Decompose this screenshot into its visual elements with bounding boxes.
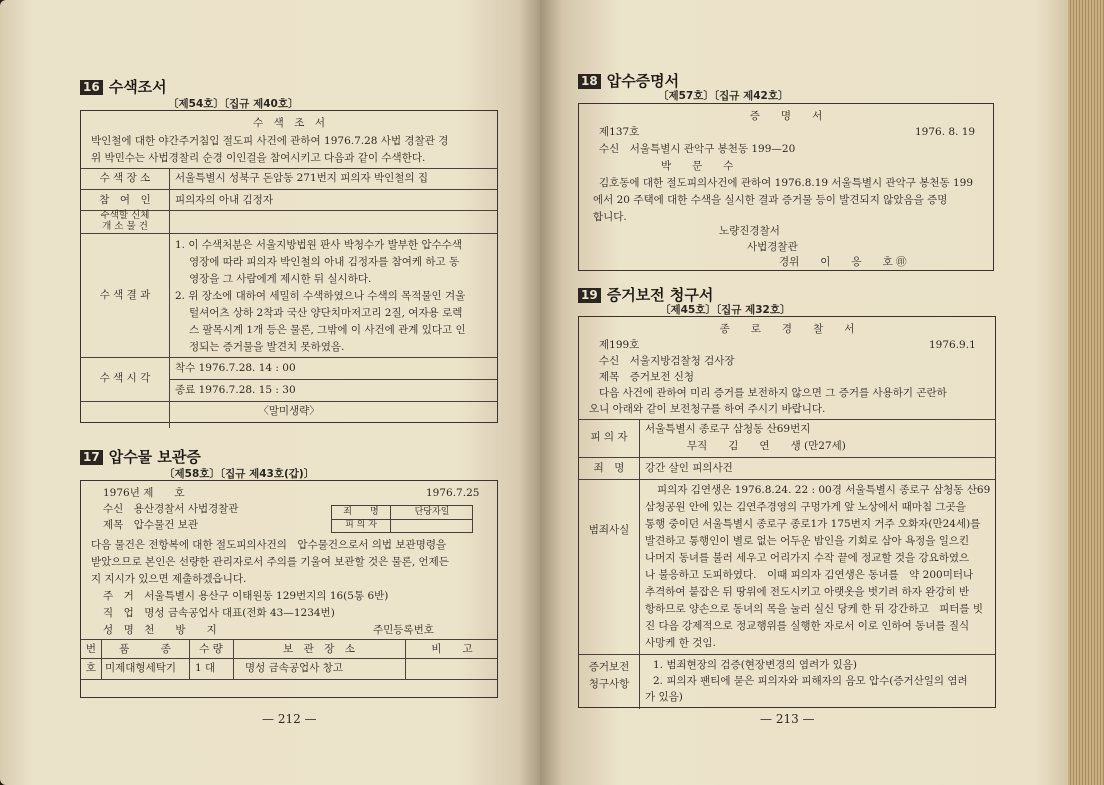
document-number: 1976년 제 호: [103, 487, 185, 499]
document-title: 증 명 서: [749, 110, 823, 122]
body-line: 받았으므로 본인은 선량한 관리자로서 주의를 기울여 보관할 것은 물론, 언제든: [91, 556, 449, 568]
field-label: 피 의 자: [590, 431, 628, 443]
form-reference: 〔제45호〕〔집규 제32호〕: [660, 304, 791, 316]
divider: [81, 233, 497, 234]
divider: [81, 658, 497, 659]
intro-line: 위 박민수는 사법경찰리 순경 이인걸을 참여시키고 다음과 같이 수색한다.: [91, 152, 426, 164]
body-line: 에서 20 주택에 대한 수색을 실시한 결과 증거물 등이 발견되지 않았음을 증명: [593, 194, 948, 206]
right-page: [540, 0, 1104, 785]
divider: [81, 401, 497, 402]
field-label: 범죄사실: [588, 524, 630, 536]
table-cell: 미제대형세탁기: [105, 662, 177, 674]
field-label: 증거보전: [588, 661, 630, 673]
section-number-badge: 16: [80, 80, 103, 95]
evidence-preservation-form: [578, 316, 996, 708]
left-page: [0, 0, 540, 785]
form-reference: 〔제54호〕〔집규 제40호〕: [168, 98, 299, 110]
document-date: 1976.9.1: [929, 339, 976, 351]
field-label: 수색할 신체: [100, 210, 150, 221]
result-line: 털셔어츠 상하 2착과 국산 양단치마저고리 2질, 여자용 로렉: [189, 307, 463, 319]
time-start: 착수 1976.7.28. 14 : 00: [175, 362, 296, 374]
body-line: 다음 물건은 전항복에 대한 절도피의사건의 압수물건으로서 의법 보관명령을: [91, 539, 447, 551]
suspect-address: 서울특별시 종로구 삼청동 산69번지: [645, 423, 811, 435]
body-line: 김호동에 대한 절도피의사건에 관하여 1976.8.19 서울특별시 관악구 봉천동 199: [599, 177, 974, 189]
document-number: 제137호: [599, 126, 640, 138]
facts-line: 삼청공원 안에 있는 김연주경영의 구멍가게 앞 노상에서 때마침 그곳을: [645, 501, 966, 513]
facts-line: 진 다음 강제적으로 정교행위를 실행한 자로서 이로 인하여 동녀를 질식: [645, 620, 970, 632]
result-line: 스 팔목시계 1개 등은 물론, 그밖에 이 사건에 관계 있다고 인: [189, 324, 466, 336]
divider: [639, 419, 640, 709]
divider: [405, 639, 406, 679]
document-date: 1976. 8. 19: [915, 126, 976, 138]
facts-line: 발견하고 통행인이 별로 없는 어두운 밤인을 기회로 삼아 욕정을 일으킨: [645, 535, 970, 547]
facts-line: 피의자 김연생은 1976.8.24. 22 : 00경 서울특별시 종로구 삼청동 산69: [657, 484, 991, 496]
evidence-item: 1. 범죄현장의 검증(현장변경의 염려가 있음): [653, 659, 857, 671]
table-cell: 호: [85, 662, 97, 674]
certificate-form: [578, 103, 994, 271]
table-cell: 1 대: [195, 662, 216, 674]
column-header: 번: [85, 643, 97, 655]
time-end: 종료 1976.7.28. 15 : 30: [175, 384, 296, 396]
field-value: 서울특별시 성북구 돈암동 271번지 피의자 박인철의 집: [175, 172, 429, 184]
crime-name: 강간 살인 피의사건: [645, 462, 733, 474]
facts-line: 항하므로 양손으로 동녀의 목을 눌러 실신 당케 한 뒤 강간하고 피터를 빗: [645, 603, 984, 615]
result-line: 1. 이 수색처분은 서울지방법원 판사 박청수가 발부한 압수수색: [175, 239, 462, 251]
suspect-info: 무직 김 연 생 (만27세): [687, 440, 846, 452]
field-label: 개 소 물 건: [102, 221, 148, 232]
divider: [579, 457, 995, 458]
section-16-title: 16 수색조서: [80, 76, 167, 97]
body-line: 지 지시가 있으면 제출하겠읍니다.: [91, 573, 247, 585]
field-label: 수 색 결 과: [99, 289, 151, 301]
document-title: 종 로 경 찰 서: [719, 323, 855, 335]
field-label: 수 색 시 각: [99, 372, 151, 384]
field-label: 참 여 인: [99, 194, 151, 206]
section-number-badge: 19: [578, 288, 601, 303]
column-header: 보 관 장 소: [282, 643, 356, 655]
result-line: 영장에 따라 피의자 박인철의 아내 김정자를 참여케 하고 동: [189, 256, 460, 268]
omitted-note: 〈말미생략〉: [258, 405, 320, 417]
document-number: 제199호: [599, 339, 640, 351]
facts-line: 나 불응하고 도피하였다. 이때 피의자 김연생은 동녀를 약 200미터나: [645, 569, 974, 581]
address: 주 거 서울특별시 용산구 이태원동 129번지의 16(5통 6반): [103, 590, 389, 602]
search-report-form: [80, 110, 498, 423]
divider: [169, 379, 497, 380]
form-reference: 〔제57호〕〔집규 제42호〕: [658, 90, 789, 102]
subject: 제목 압수물건 보관: [103, 519, 198, 531]
divider: [189, 639, 190, 679]
page-number: — 212 —: [262, 712, 317, 726]
divider: [579, 479, 995, 480]
divider: [579, 419, 995, 420]
field-label: 수 색 장 소: [99, 172, 151, 184]
result-line: 영장을 그 사람에게 제시한 뒤 실시하다.: [189, 273, 372, 285]
divider: [101, 639, 102, 679]
divider: [81, 639, 497, 640]
occupation: 직 업 명성 금속공업사 대표(전화 43—1234번): [103, 607, 335, 619]
name: 성 명 천 방 지: [103, 624, 217, 636]
custody-receipt-form: [80, 480, 498, 698]
mini-value: 단당자일: [414, 507, 450, 517]
divider: [81, 679, 497, 680]
recipient: 수신 서울특별시 관악구 봉천동 199—20: [599, 143, 796, 155]
recipient: 수신 서울지방검찰청 검사장: [599, 355, 735, 367]
evidence-item: 가 있음): [645, 691, 683, 703]
document-date: 1976.7.25: [426, 487, 480, 499]
section-18-title: 18 압수증명서: [578, 70, 679, 91]
field-label: 죄 명: [593, 462, 625, 474]
divider: [81, 189, 497, 190]
facts-line: 통행 중이던 서울특별시 종로구 종로1가 175번지 거주 오화자(만24세)를: [645, 518, 981, 530]
facts-line: 추격하여 붙잡은 뒤 땅위에 전도시키고 아랫옷을 벗기려 하자 완강히 반: [645, 586, 970, 598]
resident-number-label: 주민등록번호: [373, 624, 434, 636]
body-line: 다음 사건에 관하여 미리 증거를 보전하지 않으면 그 증거를 사용하기 곤란하: [599, 387, 947, 399]
field-label: 청구사항: [588, 678, 630, 690]
section-17-title: 17 압수물 보관증: [80, 446, 201, 467]
recipient: 수신 용산경찰서 사법경찰관: [103, 503, 239, 515]
result-line: 2. 위 장소에 대하여 세밀히 수색하였으나 수색의 목적물인 겨울: [175, 290, 466, 302]
page-number: — 213 —: [760, 712, 815, 726]
result-line: 정되는 증거물을 발견치 못하였음.: [189, 341, 345, 353]
page-edges: [1068, 0, 1104, 785]
body-line: 오니 아래와 같이 보전청구를 하여 주시기 바랍니다.: [589, 403, 826, 415]
section-number-badge: 17: [80, 450, 103, 465]
facts-line: 나머지 동녀를 불러 세우고 어리가지 수작 끝에 정교할 것을 강요하였으: [645, 552, 970, 564]
document-title: 수 색 조 서: [252, 117, 326, 129]
table-cell: 명성 금속공업사 창고: [245, 662, 343, 674]
section-19-title: 19 증거보전 청구서: [578, 284, 713, 305]
case-mini-table: [331, 505, 473, 533]
column-header: 수 량: [199, 643, 223, 655]
officer-signature: 경위 이 응 호 ㊞: [779, 256, 907, 268]
intro-line: 박인철에 대한 야간주거침입 절도피 사건에 관하여 1976.7.28 사법 경찰관 경: [91, 135, 449, 147]
evidence-item: 2. 피의자 팬티에 묻은 피의자와 피해자의 음모 압수(증거산일의 염려: [653, 675, 968, 687]
body-line: 합니다.: [593, 211, 627, 223]
field-value: 피의자의 아내 김정자: [175, 194, 273, 206]
section-number-badge: 18: [578, 74, 601, 89]
mini-label: 피 의 자: [345, 520, 377, 530]
recipient-name: 박 문 수: [661, 160, 734, 172]
divider: [169, 168, 170, 428]
subject: 제목 증거보전 신청: [599, 371, 694, 383]
officer-title: 사법경찰관: [747, 241, 798, 253]
facts-line: 사망케 한 것임.: [645, 637, 716, 649]
police-station: 노량진경찰서: [719, 225, 780, 237]
divider: [233, 639, 234, 679]
mini-label: 죄 명: [343, 507, 379, 517]
column-header: 비 고: [431, 643, 473, 655]
form-reference: 〔제58호〕〔집규 제43호(갑)〕: [164, 468, 315, 480]
divider: [579, 654, 995, 655]
divider: [81, 357, 497, 358]
column-header: 품 종: [119, 643, 171, 655]
divider: [81, 168, 497, 169]
